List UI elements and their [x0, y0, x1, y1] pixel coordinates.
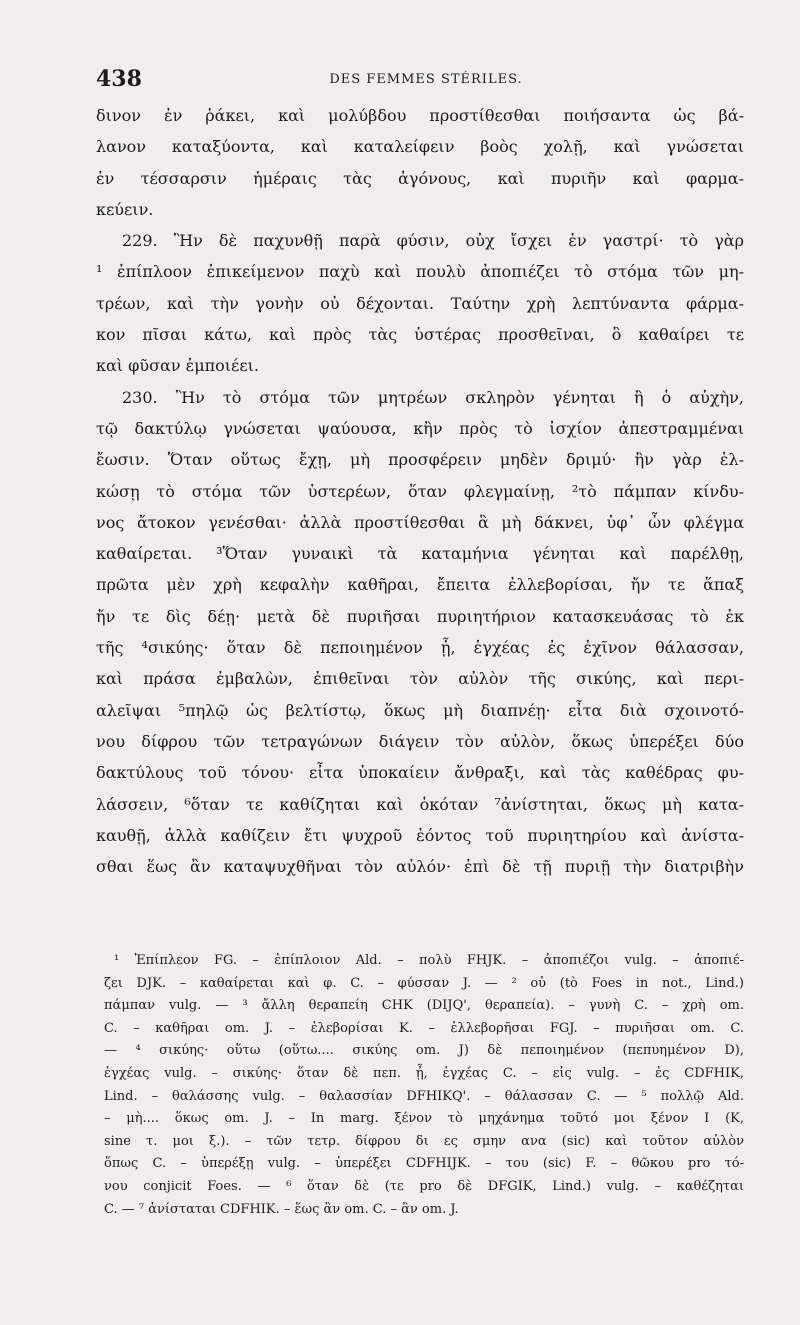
- text-line: δακτύλους τοῦ τόνου· εἶτα ὑποκαίειν ἄνθραξι, καὶ τὰς καθέδρας φυ-: [96, 763, 744, 783]
- text-line: δινον ἐν ῥάκει, καὶ μολύβδου προστίθεσθαι ποιήσαντα ὡς βά-: [96, 106, 744, 125]
- text-line: ἤν τε δὶς δέῃ· μετὰ δὲ πυριῆσαι πυριητήριον κατασκευάσας τὸ ἐκ: [96, 606, 744, 626]
- text-line: κεύειν.: [96, 199, 154, 219]
- text-line: κώσῃ τὸ στόμα τῶν ὑστερέων, ὅταν φλεγμαίνῃ, ²τὸ πάμπαν κίνδυ-: [96, 481, 744, 501]
- footnote-line: ¹ Ἐπίπλεον FG. – ἐπίπλοιον Ald. – πολὺ FHJK. – ἀποπιέζοι vulg. – ἀποπιέ-: [114, 953, 744, 968]
- footnote-line: ζει DJK. – καθαίρεται καὶ φ. C. – φύσσαν J. — ² οὐ (tὸ Foes in not., Lind.): [104, 975, 744, 991]
- text-line: κον πῖσαι κάτω, καὶ πρὸς τὰς ὑστέρας προσθεῖναι, ὃ καθαίρει τε: [96, 325, 744, 345]
- text-line: πρῶτα μὲν χρὴ κεφαλὴν καθῆραι, ἔπειτα ἐλλεβορίσαι, ἤν τε ἅπαξ: [96, 575, 744, 595]
- text-line: νου δίφρου τῶν τετραγώνων διάγειν τὸν αὐλὸν, ὅκως ὑπερέξει δύο: [96, 731, 744, 751]
- footnote-line: C. – καθῆραι om. J. – ἐλεβορίσαι K. – ἐλλεβορῆσαι FGJ. – πυριῆσαι om. C.: [104, 1020, 744, 1036]
- text-line: ἔωσιν. Ὅταν οὕτως ἔχῃ, μὴ προσφέρειν μηδὲν δριμύ· ἢν γὰρ ἑλ-: [96, 450, 744, 470]
- footnote-line: C. — ⁷ ἀνίσταται CDFHIK. – ἕως ἂν om. C. – ἂν om. J.: [104, 1201, 459, 1217]
- footnote-line: — ⁴ σικύης· οὕτω (οὕτω.... σικύης om. J) δὲ πεποιημένον (πεπυημένον D),: [104, 1043, 744, 1059]
- footnote-line: – μὴ.... ὅκως om. J. – In marg. ξένον τὸ μηχάνημα τοῦτό μοι ξένον I (K,: [104, 1111, 744, 1127]
- text-line: καὶ φῦσαν ἐμποιέει.: [96, 356, 259, 376]
- main-text: [96, 100, 744, 882]
- text-line: καθαίρεται. ³Ὅταν γυναικὶ τὰ καταμήνια γένηται καὶ παρέλθῃ,: [96, 544, 744, 564]
- text-line: τρέων, καὶ τὴν γονὴν οὐ δέχονται. Ταύτην χρὴ λεπτύναντα φάρμα-: [96, 293, 744, 313]
- text-line: καυθῇ, ἀλλὰ καθίζειν ἔτι ψυχροῦ ἐόντος τοῦ πυριητηρίου καὶ ἀνίστα-: [96, 825, 744, 845]
- footnote-line: πάμπαν vulg. — ³ ἄλλη θεραπείη CHK (DIJQ', θεραπεία). – γυνὴ C. – χρὴ om.: [104, 998, 744, 1014]
- footnote-line: Lind. – θαλάσσης vulg. – θαλασσίαν DFHIKQ'. – θάλασσαν C. — ⁵ πολλῷ Ald.: [104, 1088, 744, 1104]
- text-line: καὶ πράσα ἐμβαλὼν, ἐπιθεῖναι τὸν αὐλὸν τῆς σικύης, καὶ περι-: [96, 669, 744, 689]
- text-line: λάσσειν, ⁶ὅταν τε καθίζηται καὶ ὁκόταν ⁷ἀνίστηται, ὅκως μὴ κατα-: [96, 794, 744, 814]
- text-line: αλεῖψαι ⁵πηλῷ ὡς βελτίστῳ, ὅκως μὴ διαπνέῃ· εἶτα διὰ σχοινοτό-: [96, 700, 744, 720]
- text-line: 229. Ἢν δὲ παχυνθῇ παρὰ φύσιν, οὐχ ἴσχει ἐν γαστρί· τὸ γὰρ: [122, 231, 744, 251]
- text-line: σθαι ἕως ἂν καταψυχθῆναι τὸν αὐλόν· ἐπὶ δὲ τῇ πυριῇ τὴν διατριβὴν: [96, 857, 744, 877]
- footnote-line: νου conjicit Foes. — ⁶ ὅταν δὲ (τε pro δὲ DFGIK, Lind.) vulg. – καθέζηται: [104, 1178, 744, 1194]
- footnote-line: ὅπως C. – ὑπερέξῃ vulg. – ὑπερέξει CDFHIJK. – του (sic) F. – θῶκου pro τό-: [104, 1156, 744, 1172]
- footnote-line: ἐγχέας vulg. – σικύης· ὅταν δὲ πεπ. ᾖ, ἐγχέας C. – εἰς vulg. – ἐς CDFHIK,: [104, 1065, 744, 1081]
- footnotes: [104, 950, 744, 1221]
- page-header: [96, 66, 756, 96]
- text-line: τῆς ⁴σικύης· ὅταν δὲ πεποιημένον ᾖ, ἐγχέας ἐς ἐχῖνον θάλασσαν,: [96, 638, 744, 658]
- text-line: νος ἄτοκον γενέσθαι· ἀλλὰ προστίθεσθαι ἃ μὴ δάκνει, ὑφ᾽ ὧν φλέγμα: [96, 512, 744, 532]
- text-line: λανον καταξύοντα, καὶ καταλείφειν βοὸς χολῇ, καὶ γνώσεται: [96, 137, 744, 157]
- page-number: 438: [96, 66, 142, 92]
- footnote-line: sine τ. μοι ξ.). – τῶν τετρ. δίφρου δι ες σμην ανα (sic) καὶ τοῦτον αὐλὸν: [104, 1133, 744, 1149]
- text-line: 230. Ἢν τὸ στόμα τῶν μητρέων σκληρὸν γένηται ἢ ὁ αὐχὴν,: [122, 387, 744, 407]
- text-line: ἐν τέσσαρσιν ἡμέραις τὰς ἀγόνους, καὶ πυριῆν καὶ φαρμα-: [96, 168, 744, 188]
- text-line: τῷ δακτύλῳ γνώσεται ψαύουσα, κἢν πρὸς τὸ ἰσχίον ἀπεστραμμέναι: [96, 418, 744, 438]
- text-line: ¹ ἐπίπλοον ἐπικείμενον παχὺ καὶ πουλὺ ἀποπιέζει τὸ στόμα τῶν μη-: [96, 262, 744, 282]
- running-title: DES FEMMES STÉRILES.: [329, 72, 523, 87]
